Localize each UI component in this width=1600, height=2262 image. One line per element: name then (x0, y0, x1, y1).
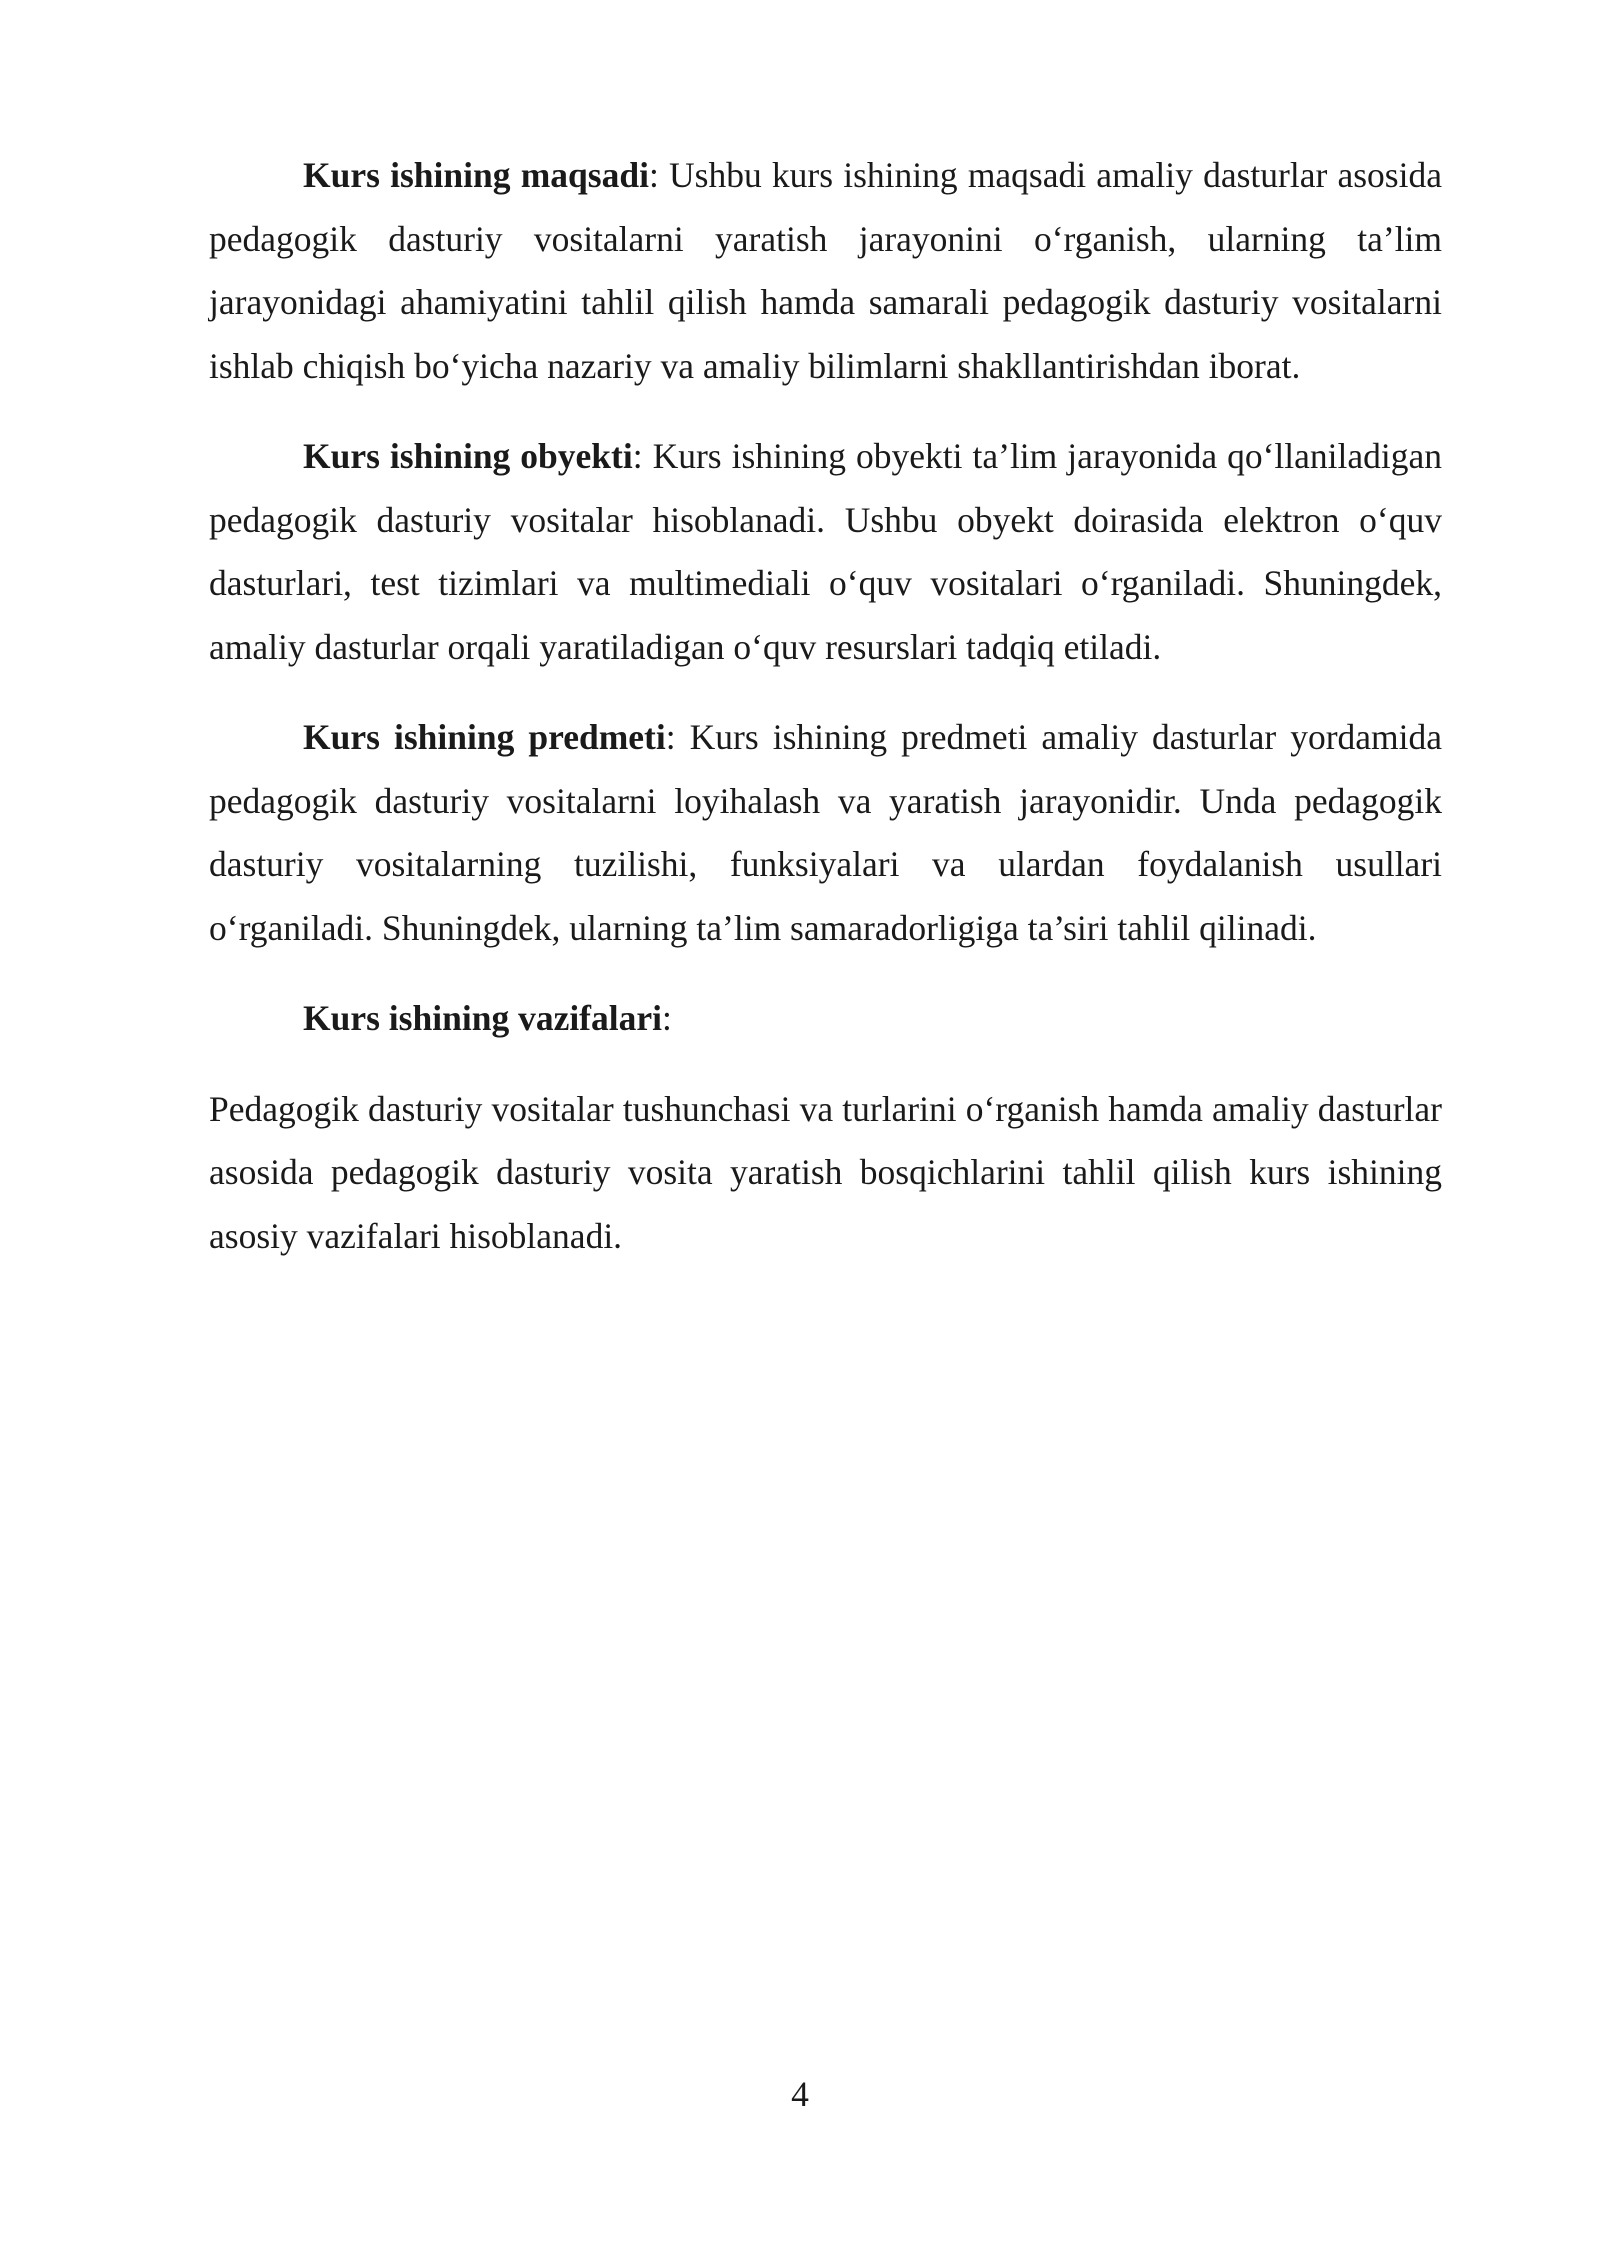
subject-paragraph (209, 706, 1442, 960)
tasks-separator: : (662, 998, 672, 1038)
page-content (209, 144, 1442, 1295)
purpose-paragraph (209, 144, 1442, 398)
object-paragraph (209, 425, 1442, 679)
tasks-heading-paragraph (209, 987, 1442, 1051)
subject-heading: Kurs ishining predmeti (303, 717, 666, 757)
object-separator: : (632, 436, 643, 476)
page-number: 4 (791, 2074, 809, 2114)
purpose-separator: : (648, 155, 659, 195)
subject-text: Kurs ishining predmeti amaliy dasturlar yordamida pedagogik dasturiy vositalarni loyihalash va yaratish jarayonidir. Unda pedagogik dasturiy vositalarning tuzilishi, funksiyalari va ulardan foydalanish usullari o‘rganiladi. Shuningdek, ularning ta’lim samaradorligiga ta’siri tahlil qilinadi. (209, 717, 1443, 948)
tasks-heading: Kurs ishining vazifalari (303, 998, 662, 1038)
tasks-paragraph: Pedagogik dasturiy vositalar tushunchasi va turlarini o‘rganish hamda amaliy dasturlar asosida pedagogik dasturiy vosita yaratish bosqichlarini tahlil qilish kurs ishining asosiy vazifalari hisoblanadi. (209, 1088, 1442, 1256)
subject-separator: : (665, 717, 676, 757)
object-heading: Kurs ishining obyekti (303, 436, 633, 476)
purpose-text: Ushbu kurs ishining maqsadi amaliy dasturlar asosida pedagogik dasturiy vositalarni yaratish jarayonini o‘rganish, ularning ta’lim jarayonidagi ahamiyatini tahlil qilish hamda samarali pedagogik dasturiy vositalarni ishlab chiqish bo‘yicha nazariy va amaliy bilimlarni shakllantirishdan iborat. (209, 155, 1442, 386)
purpose-heading: Kurs ishining maqsadi (303, 155, 649, 195)
object-text: Kurs ishining obyekti ta’lim jarayonida qo‘llaniladigan pedagogik dasturiy vositalar hisoblanadi. Ushbu obyekt doirasida elektron o‘quv dasturlari, test tizimlari va multimediali o‘quv vositalari o‘rganiladi. Shuningdek, amaliy dasturlar orqali yaratiladigan o‘quv resurslari tadqiq etiladi. (209, 436, 1442, 667)
